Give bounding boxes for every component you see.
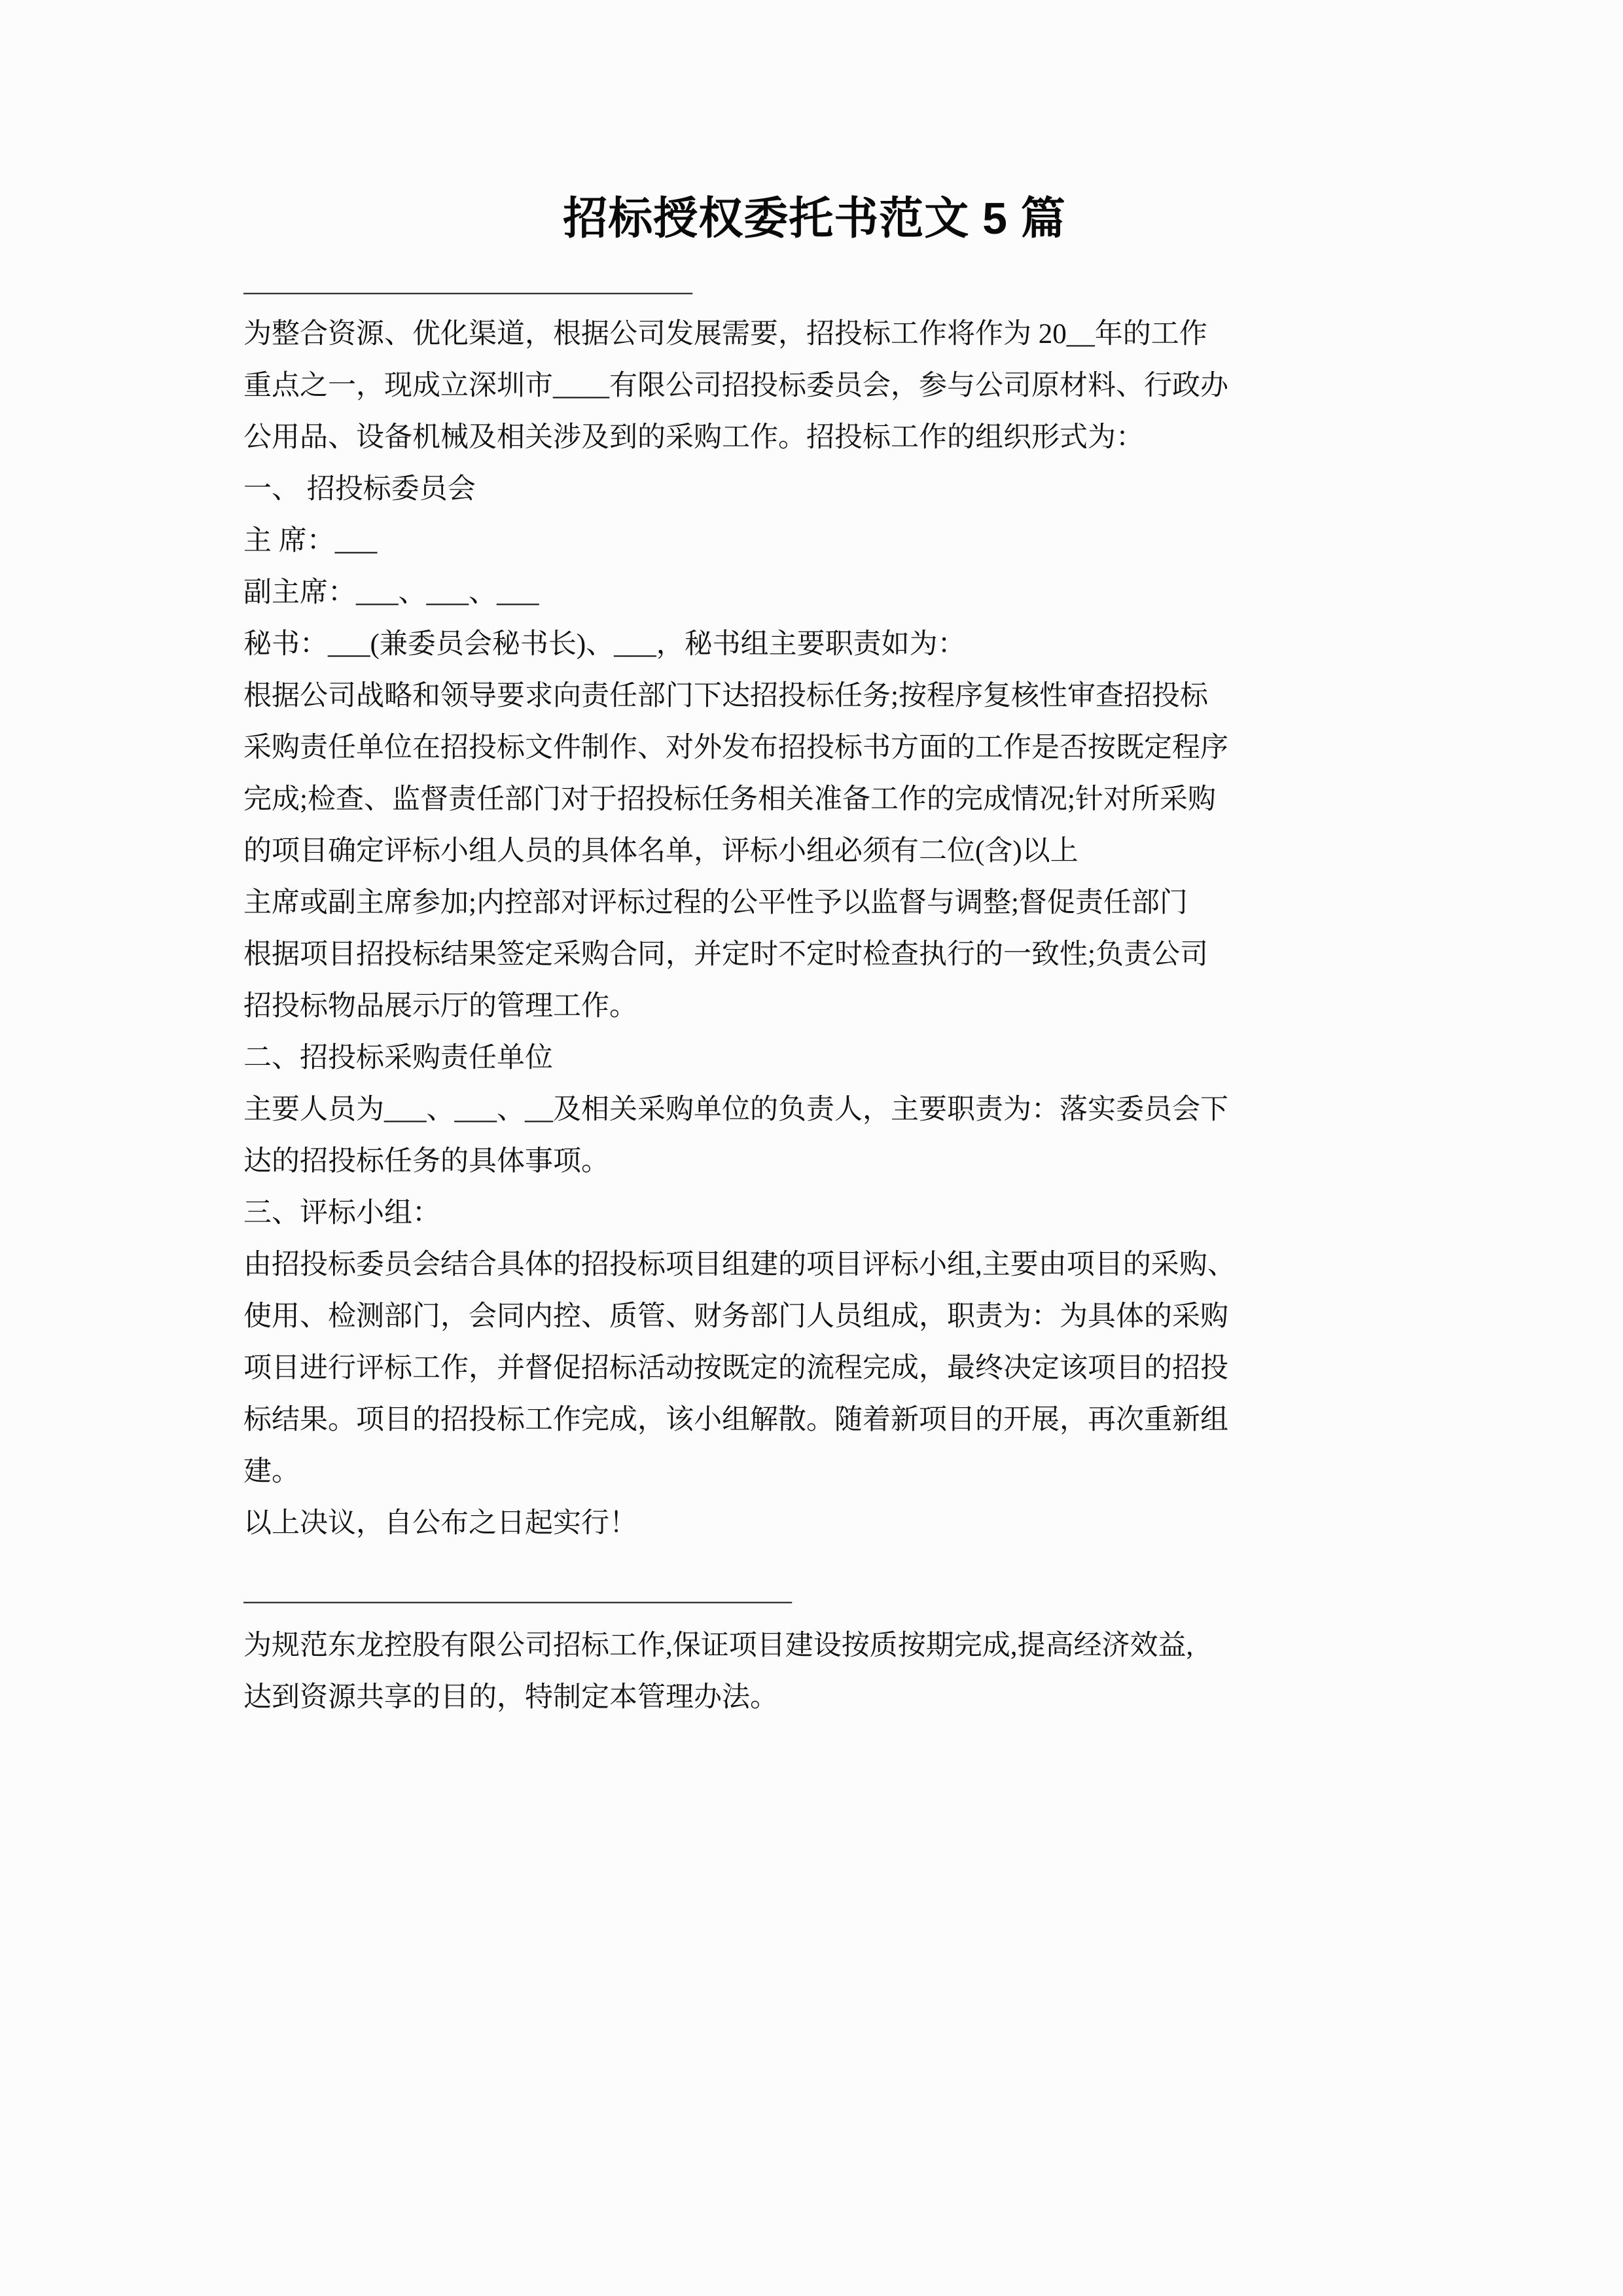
closing-statement: 以上决议，自公布之日起实行！ <box>243 1508 637 1539</box>
body-paragraph: 主要人员为___、___、__及相关采购单位的负责人，主要职责为：落实委员会下 <box>243 1094 1228 1125</box>
field-vice-chairman: 副主席：___、___、___ <box>243 577 539 608</box>
page-title: 招标授权委托书范文 5 篇 <box>563 194 1066 243</box>
body-block-secondary <box>243 1620 1385 1723</box>
body-paragraph: 由招投标委员会结合具体的招投标项目组建的项目评标小组,主要由项目的采购、 <box>243 1249 1236 1280</box>
body-paragraph: 为整合资源、优化渠道，根据公司发展需要，招投标工作将作为 20__年的工作 <box>243 319 1207 350</box>
body-block-main <box>243 308 1385 1549</box>
body-paragraph: 标结果。项目的招投标工作完成，该小组解散。随着新项目的开展，再次重新组 <box>243 1405 1228 1435</box>
section-heading-one: 一、 招投标委员会 <box>243 474 476 505</box>
body-paragraph: 项目进行评标工作，并督促招标活动按既定的流程完成，最终决定该项目的招投 <box>243 1353 1228 1384</box>
body-paragraph: 达的招投标任务的具体事项。 <box>243 1146 609 1177</box>
section-heading-three: 三、评标小组： <box>243 1198 440 1229</box>
body-paragraph: 重点之一，现成立深圳市____有限公司招投标委员会，参与公司原材料、行政办 <box>243 370 1228 401</box>
body-paragraph: 根据项目招投标结果签定采购合同，并定时不定时检查执行的一致性;负责公司 <box>243 939 1208 970</box>
body-paragraph: 根据公司战略和领导要求向责任部门下达招投标任务;按程序复核性审查招投标 <box>243 681 1208 711</box>
body-paragraph: 达到资源共享的目的，特制定本管理办法。 <box>243 1682 778 1713</box>
body-paragraph: 为规范东龙控股有限公司招标工作,保证项目建设按质按期完成,提高经济效益, <box>243 1630 1194 1661</box>
field-chairman: 主 席：___ <box>243 526 378 556</box>
body-paragraph: 主席或副主席参加;内控部对评标过程的公平性予以监督与调整;督促责任部门 <box>243 888 1188 918</box>
body-paragraph: 的项目确定评标小组人员的具体名单，评标小组必须有二位(含)以上 <box>243 836 1079 867</box>
divider-top: —————————————————— <box>243 276 691 306</box>
body-paragraph: 使用、检测部门，会同内控、质管、财务部门人员组成，职责为：为具体的采购 <box>243 1301 1228 1332</box>
divider-bottom: —————————————————————— <box>243 1585 791 1615</box>
section-heading-two: 二、招投标采购责任单位 <box>243 1043 553 1073</box>
body-paragraph: 招投标物品展示厅的管理工作。 <box>243 991 637 1022</box>
field-secretary: 秘书：___(兼委员会秘书长)、___，秘书组主要职责如为： <box>243 629 966 660</box>
document-content <box>243 0 1385 1723</box>
body-paragraph: 采购责任单位在招投标文件制作、对外发布招投标书方面的工作是否按既定程序 <box>243 732 1228 763</box>
body-paragraph: 公用品、设备机械及相关涉及到的采购工作。招投标工作的组织形式为： <box>243 422 1144 453</box>
body-paragraph: 完成;检查、监督责任部门对于招投标任务相关准备工作的完成情况;针对所采购 <box>243 784 1216 815</box>
body-paragraph: 建。 <box>243 1456 300 1487</box>
